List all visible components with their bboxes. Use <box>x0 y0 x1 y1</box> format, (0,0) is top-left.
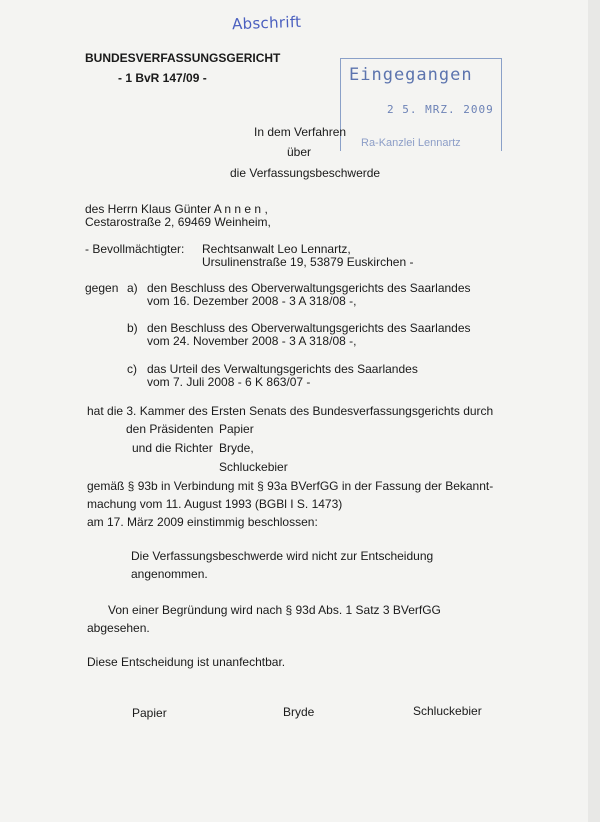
handwritten-annotation: Abschrift <box>231 12 302 34</box>
intro-line-2: über <box>287 145 312 159</box>
decision-line-2: angenommen. <box>131 567 208 581</box>
against-item-line-1: den Beschluss des Oberverwaltungsgerichts des Saarlandes <box>147 281 471 295</box>
counsel-name: Rechtsanwalt Leo Lennartz, <box>202 242 351 256</box>
decision-line-1: Die Verfassungsbeschwerde wird nicht zur Entscheidung <box>131 549 434 563</box>
stamp-title: Eingegangen <box>349 65 473 85</box>
against-item-line-1: das Urteil des Verwaltungsgerichts des Saarlandes <box>147 362 418 376</box>
judge-name-1: Bryde, <box>219 441 254 455</box>
law-line-1: gemäß § 93b in Verbindung mit § 93a BVerfGG in der Fassung der Bekannt- <box>87 479 494 493</box>
against-item-line-2: vom 24. November 2008 - 3 A 318/08 -, <box>147 334 357 348</box>
court-name: BUNDESVERFASSUNGSGERICHT <box>85 51 281 65</box>
intro-line-3: die Verfassungsbeschwerde <box>230 166 381 180</box>
against-item-line-2: vom 16. Dezember 2008 - 3 A 318/08 -, <box>147 294 357 308</box>
against-item-letter: c) <box>127 362 137 376</box>
counsel-label: - Bevollmächtigter: <box>85 242 185 256</box>
complainant-name: des Herrn Klaus Günter A n n e n , <box>85 202 268 216</box>
counsel-address: Ursulinenstraße 19, 53879 Euskirchen - <box>202 255 414 269</box>
president-name: Papier <box>219 422 254 436</box>
signature-papier: Papier <box>132 706 167 720</box>
president-label: den Präsidenten <box>126 422 214 436</box>
judge-name-2: Schluckebier <box>219 460 288 474</box>
reason-line-1: Von einer Begründung wird nach § 93d Abs. 1 Satz 3 BVerfGG <box>108 603 441 617</box>
against-item-line-1: den Beschluss des Oberverwaltungsgerichts des Saarlandes <box>147 321 471 335</box>
judges-label: und die Richter <box>132 441 213 455</box>
reason-line-2: abgesehen. <box>87 621 150 635</box>
against-item-line-2: vom 7. Juli 2008 - 6 K 863/07 - <box>147 375 311 389</box>
law-line-2: machung vom 11. August 1993 (BGBl I S. 1473) <box>87 497 343 511</box>
received-stamp <box>340 58 502 151</box>
case-number: - 1 BvR 147/09 - <box>118 71 207 85</box>
against-label: gegen <box>85 281 119 295</box>
complainant-address: Cestarostraße 2, 69469 Weinheim, <box>85 215 271 229</box>
stamp-date: 2 5. MRZ. 2009 <box>387 103 494 116</box>
decision-date-line: am 17. März 2009 einstimmig beschlossen: <box>87 515 318 529</box>
page-edge-shadow <box>588 0 600 822</box>
stamp-firm: Ra-Kanzlei Lennartz <box>361 137 461 149</box>
against-item-letter: b) <box>127 321 138 335</box>
intro-line-1: In dem Verfahren <box>254 125 347 139</box>
signature-bryde: Bryde <box>283 705 315 719</box>
chamber-line: hat die 3. Kammer des Ersten Senats des Bundesverfassungsgerichts durch <box>87 404 494 418</box>
signature-schluckebier: Schluckebier <box>413 704 482 718</box>
final-statement: Diese Entscheidung ist unanfechtbar. <box>87 655 286 669</box>
against-item-letter: a) <box>127 281 138 295</box>
